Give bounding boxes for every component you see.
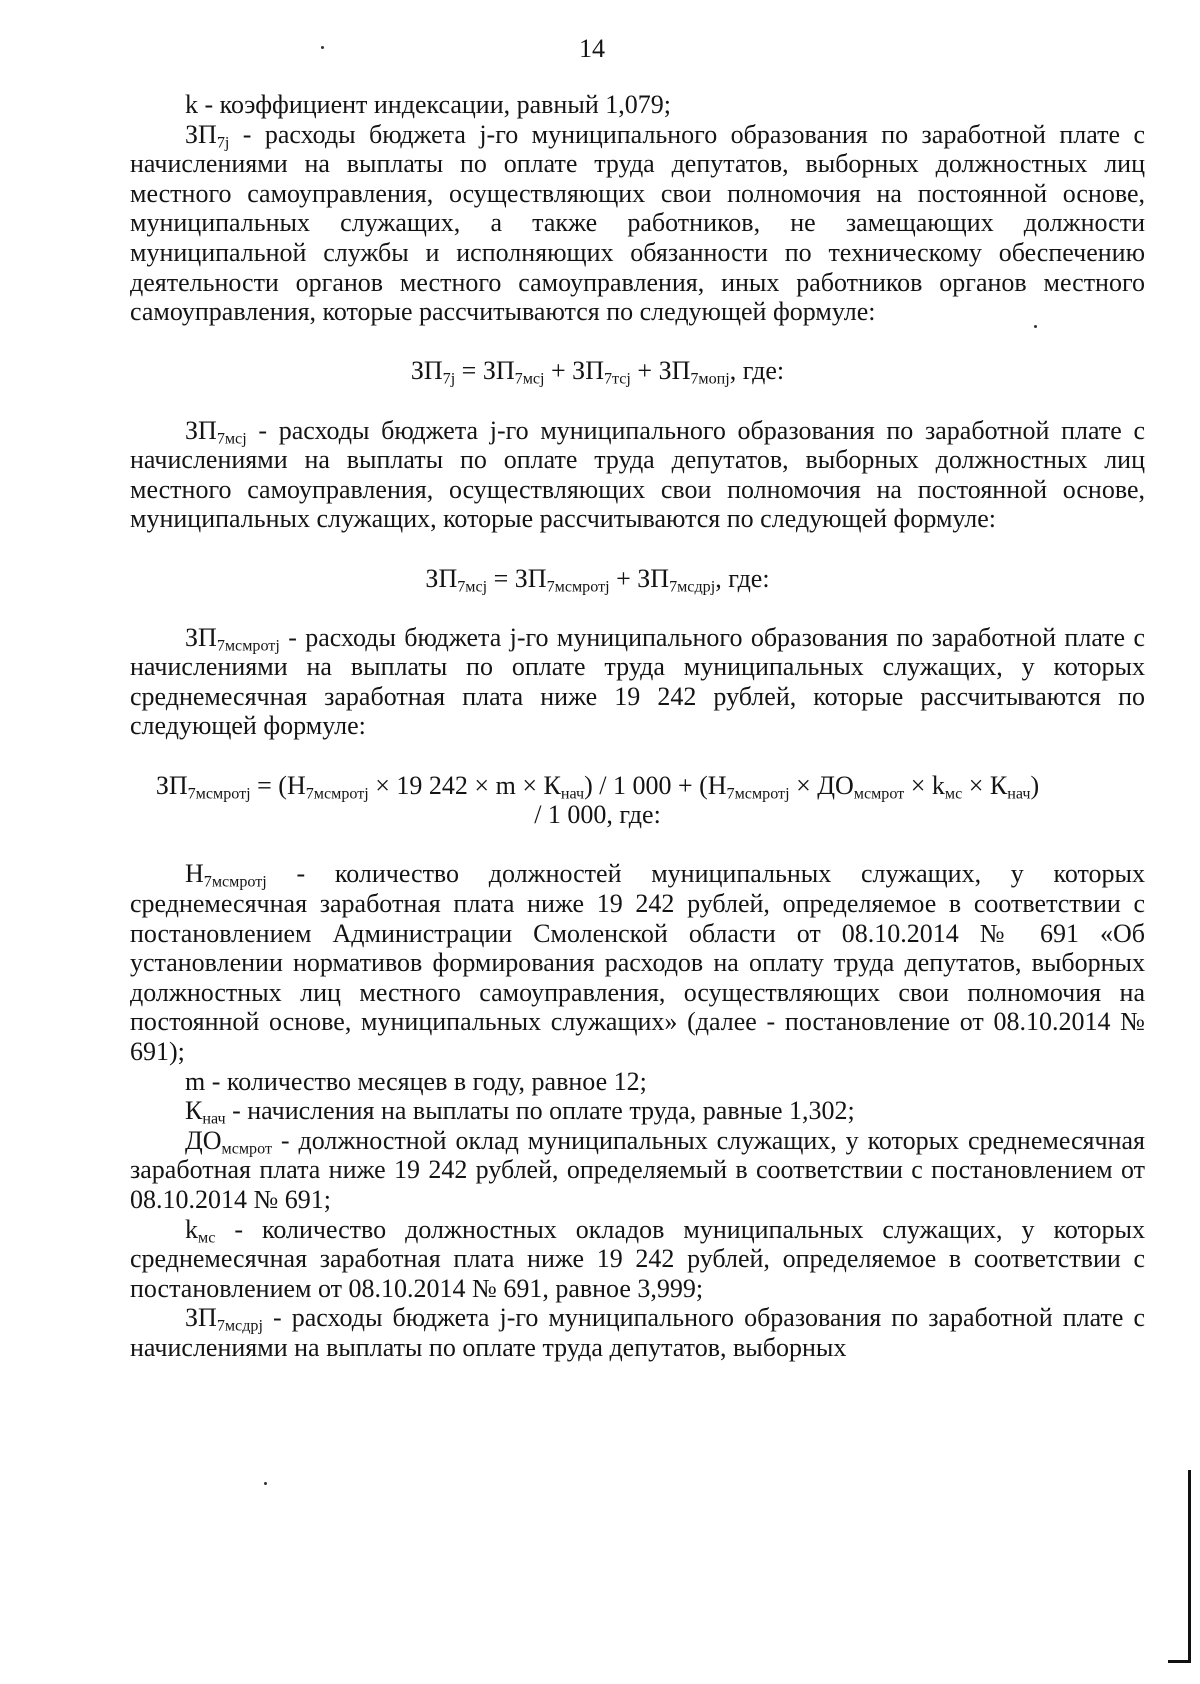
document-body xyxy=(130,90,1145,1363)
text-run: k xyxy=(185,1214,198,1244)
formula-line xyxy=(130,356,1065,386)
subscript: 7мсдрj xyxy=(216,1317,263,1335)
formula-line xyxy=(130,771,1065,801)
text-run: ЗП xyxy=(155,770,188,800)
text-run: ЗП xyxy=(185,1303,217,1333)
text-run: - расходы бюджета j-го муниципального образования по заработной плате с начислениями на выплаты по оплате труда депутатов, выборных xyxy=(130,1303,1145,1362)
text-run: × ДО xyxy=(789,770,854,800)
subscript: 7мсмротj xyxy=(305,785,369,803)
subscript: 7мсмротj xyxy=(726,785,790,803)
paragraph-indexation-coefficient xyxy=(130,90,1145,120)
paragraph-domsmrot-definition xyxy=(130,1126,1145,1215)
paragraph-zp7msdrj-definition xyxy=(130,1303,1145,1362)
subscript: 7мсмротj xyxy=(203,873,267,891)
text-run: k - коэффициент индексации, равный 1,079; xyxy=(185,90,671,119)
text-run: К xyxy=(185,1096,203,1126)
text-run: × К xyxy=(962,770,1008,800)
formula-line xyxy=(130,800,1065,830)
formula-zp7msj xyxy=(130,564,1145,594)
formula-line xyxy=(130,564,1065,594)
subscript: 7мсj xyxy=(514,370,545,388)
scan-speck xyxy=(264,1482,267,1485)
subscript: 7мсмротj xyxy=(187,785,251,803)
scan-speck xyxy=(1034,325,1037,328)
text-run: - начисления на выплаты по оплате труда, равные 1,302; xyxy=(225,1096,855,1126)
subscript: нач xyxy=(560,785,585,803)
subscript: 7мсмротj xyxy=(546,578,610,595)
text-run: - расходы бюджета j-го муниципального образования по заработной плате с начислениями на выплаты по оплате труда муниципальных служащих, у которых среднемесячная заработная плата ниже 19 242 рублей, которые рассчитываются по следующей формуле: xyxy=(130,622,1145,741)
subscript: мс xyxy=(198,1229,216,1247)
text-run: - количество должностей муниципальных служащих, у которых среднемесячная заработная плата ниже 19 242 рублей, определяемое в соответствии с постановлением Администрации Смоленской области от 08.10.2014 № 691 «Об установлении нормативов формирования расходов на оплату труда депутатов, выборных должностных лиц местного самоуправления, осуществляющих свои полномочия на постоянной основе, муниципальных служащих» (далее - постановление от 08.10.2014 № 691); xyxy=(130,859,1145,1066)
paragraph-zp7j-definition xyxy=(130,120,1145,327)
subscript: нач xyxy=(1007,785,1031,803)
subscript: 7тсj xyxy=(603,370,631,388)
subscript: 7мсj xyxy=(457,578,488,595)
subscript: мс xyxy=(944,785,963,803)
paragraph-zp7msj-definition xyxy=(130,416,1145,534)
text-run: , где: xyxy=(729,356,785,386)
text-run: ) / 1 000 + (Н xyxy=(584,770,727,800)
paragraph-knach-definition xyxy=(130,1096,1145,1126)
subscript: 7мопj xyxy=(690,370,730,388)
text-run: ЗП xyxy=(185,119,217,149)
subscript: мсмрот xyxy=(853,785,905,803)
text-run: × k xyxy=(904,770,945,800)
text-run: ) xyxy=(1030,770,1040,800)
text-run: , где: xyxy=(715,563,770,593)
text-run: Н xyxy=(185,859,204,889)
text-run: / 1 000, где: xyxy=(534,800,661,830)
formula-zp7msmrotj xyxy=(130,771,1145,830)
text-run: - расходы бюджета j-го муниципального образования по заработной плате с начислениями на выплаты по оплате труда депутатов, выборных должностных лиц местного самоуправления, осуществляющих свои полномочия на постоянной основе, муниципальных служащих, а также работников, не замещающих должности муниципальной службы и исполняющих обязанности по техническому обеспечению деятельности органов местного самоуправления, иных работников органов местного самоуправления, которые рассчитываются по следующей формуле: xyxy=(130,119,1145,327)
text-run: ДО xyxy=(185,1125,222,1155)
text-run: = ЗП xyxy=(455,356,515,386)
text-run: - должностной оклад муниципальных служащих, у которых среднемесячная заработная плата ниже 19 242 рублей, определяемый в соответствии с постановлением от 08.10.2014 № 691; xyxy=(130,1125,1145,1214)
subscript: нач xyxy=(202,1110,226,1128)
text-run: ЗП xyxy=(410,356,443,386)
subscript: 7мсдрj xyxy=(669,578,716,595)
text-run: = ЗП xyxy=(487,563,547,593)
text-run: = (Н xyxy=(250,770,306,800)
text-run: × 19 242 × m × К xyxy=(368,770,561,800)
formula-zp7j xyxy=(130,356,1145,386)
text-run: + ЗП xyxy=(609,563,670,593)
text-run: - количество должностных окладов муниципальных служащих, у которых среднемесячная заработная плата ниже 19 242 рублей, определяемое в соответствии с постановлением от 08.10.2014 № 691, равное 3,999; xyxy=(130,1214,1145,1303)
text-run: ЗП xyxy=(185,622,217,652)
text-run: + ЗП xyxy=(544,356,604,386)
paragraph-n7msmrotj-definition xyxy=(130,859,1145,1066)
scan-speck xyxy=(321,46,324,49)
subscript: мсмрот xyxy=(221,1140,272,1158)
text-run: ЗП xyxy=(185,415,217,445)
text-run: m - количество месяцев в году, равное 12; xyxy=(185,1066,647,1096)
subscript: 7j xyxy=(442,370,456,388)
paragraph-zp7msmrotj-definition xyxy=(130,623,1145,741)
text-run: + ЗП xyxy=(630,356,691,386)
paragraph-m-definition xyxy=(130,1067,1145,1097)
subscript: 7мсмротj xyxy=(216,637,280,655)
subscript: 7мсj xyxy=(216,430,247,448)
subscript: 7j xyxy=(216,134,230,152)
scan-edge-mark xyxy=(1168,1470,1191,1663)
page-number: 14 xyxy=(579,34,605,63)
paragraph-kms-definition xyxy=(130,1215,1145,1304)
text-run: ЗП xyxy=(425,563,458,593)
text-run: - расходы бюджета j-го муниципального образования по заработной плате с начислениями на выплаты по оплате труда депутатов, выборных должностных лиц местного самоуправления, осуществляющих свои полномочия на постоянной основе, муниципальных служащих, которые рассчитываются по следующей формуле: xyxy=(130,415,1145,534)
